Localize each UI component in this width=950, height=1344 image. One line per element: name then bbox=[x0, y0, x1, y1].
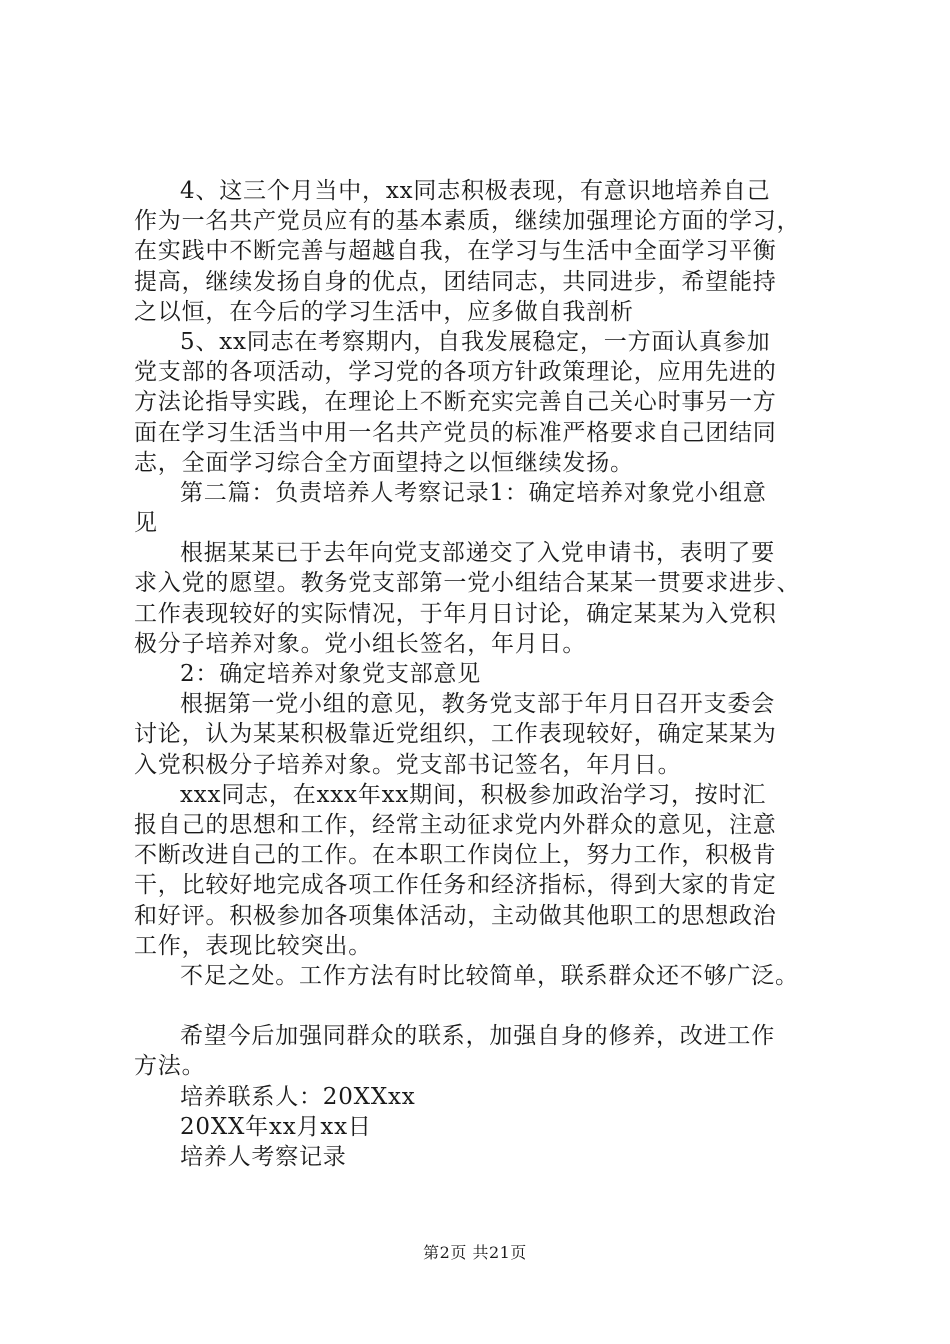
text-line: xxx同志，在xxx年xx期间，积极参加政治学习，按时汇 bbox=[180, 781, 767, 808]
text-line: 工作表现较好的实际情况，于年月日讨论，确定某某为入党积 bbox=[134, 600, 777, 627]
text-line: 志，全面学习综合全方面望持之以恒继续发扬。 bbox=[134, 449, 634, 476]
contact-person: 培养联系人：20XXxx bbox=[180, 1083, 416, 1110]
text-line: 极分子培养对象。党小组长签名，年月日。 bbox=[134, 630, 587, 657]
text-line: 党支部的各项活动，学习党的各项方针政策理论，应用先进的 bbox=[134, 359, 777, 386]
text-line: 之以恒，在今后的学习生活中，应多做自我剖析 bbox=[134, 298, 634, 325]
text-line: 希望今后加强同群众的联系，加强自身的修养，改进工作 bbox=[180, 1023, 775, 1050]
record-title: 培养人考察记录 bbox=[180, 1144, 347, 1170]
text-line: 报自己的思想和工作，经常主动征求党内外群众的意见，注意 bbox=[134, 811, 777, 838]
text-line: 面在学习生活当中用一名共产党员的标准严格要求自己团结同 bbox=[134, 419, 777, 446]
text-line: 根据第一党小组的意见，教务党支部于年月日召开支委会 bbox=[180, 691, 775, 718]
subsection-heading: 2：确定培养对象党支部意见 bbox=[180, 661, 482, 687]
date-line: 20XX年xx月xx日 bbox=[180, 1113, 372, 1140]
text-line: 4、这三个月当中，xx同志积极表现，有意识地培养自己 bbox=[180, 178, 771, 204]
blank-line bbox=[134, 991, 834, 1021]
text-line: 作为一名共产党员应有的基本素质，继续加强理论方面的学习， bbox=[134, 208, 801, 235]
text-line: 不足之处。工作方法有时比较简单，联系群众还不够广泛。 bbox=[180, 962, 799, 989]
text-line: 讨论，认为某某积极靠近党组织，工作表现较好，确定某某为 bbox=[134, 721, 777, 748]
text-line: 提高，继续发扬自身的优点，团结同志，共同进步，希望能持 bbox=[134, 268, 777, 295]
text-line: 不断改进自己的工作。在本职工作岗位上，努力工作，积极肯 bbox=[134, 842, 777, 869]
text-line: 5、xx同志在考察期内，自我发展稳定，一方面认真参加 bbox=[180, 328, 771, 355]
text-line: 和好评。积极参加各项集体活动，主动做其他职工的思想政治 bbox=[134, 902, 777, 929]
text-line: 求入党的愿望。教务党支部第一党小组结合某某一贯要求进步、 bbox=[134, 570, 801, 597]
text-line: 在实践中不断完善与超越自我，在学习与生活中全面学习平衡 bbox=[134, 238, 777, 265]
text-line: 方法论指导实践，在理论上不断充实完善自己关心时事另一方 bbox=[134, 389, 777, 416]
page-number-footer: 第2页 共21页 bbox=[423, 1243, 527, 1262]
section-heading: 第二篇：负责培养人考察记录1：确定培养对象党小组意 bbox=[180, 479, 767, 506]
text-line: 工作，表现比较突出。 bbox=[134, 932, 372, 959]
text-line: 干，比较好地完成各项工作任务和经济指标，得到大家的肯定 bbox=[134, 872, 777, 899]
document-body bbox=[134, 176, 834, 1172]
text-line: 方法。 bbox=[134, 1053, 206, 1080]
text-line: 入党积极分子培养对象。党支部书记签名，年月日。 bbox=[134, 751, 682, 778]
text-line: 根据某某已于去年向党支部递交了入党申请书，表明了要 bbox=[180, 540, 775, 567]
section-heading-continued: 见 bbox=[134, 510, 158, 537]
